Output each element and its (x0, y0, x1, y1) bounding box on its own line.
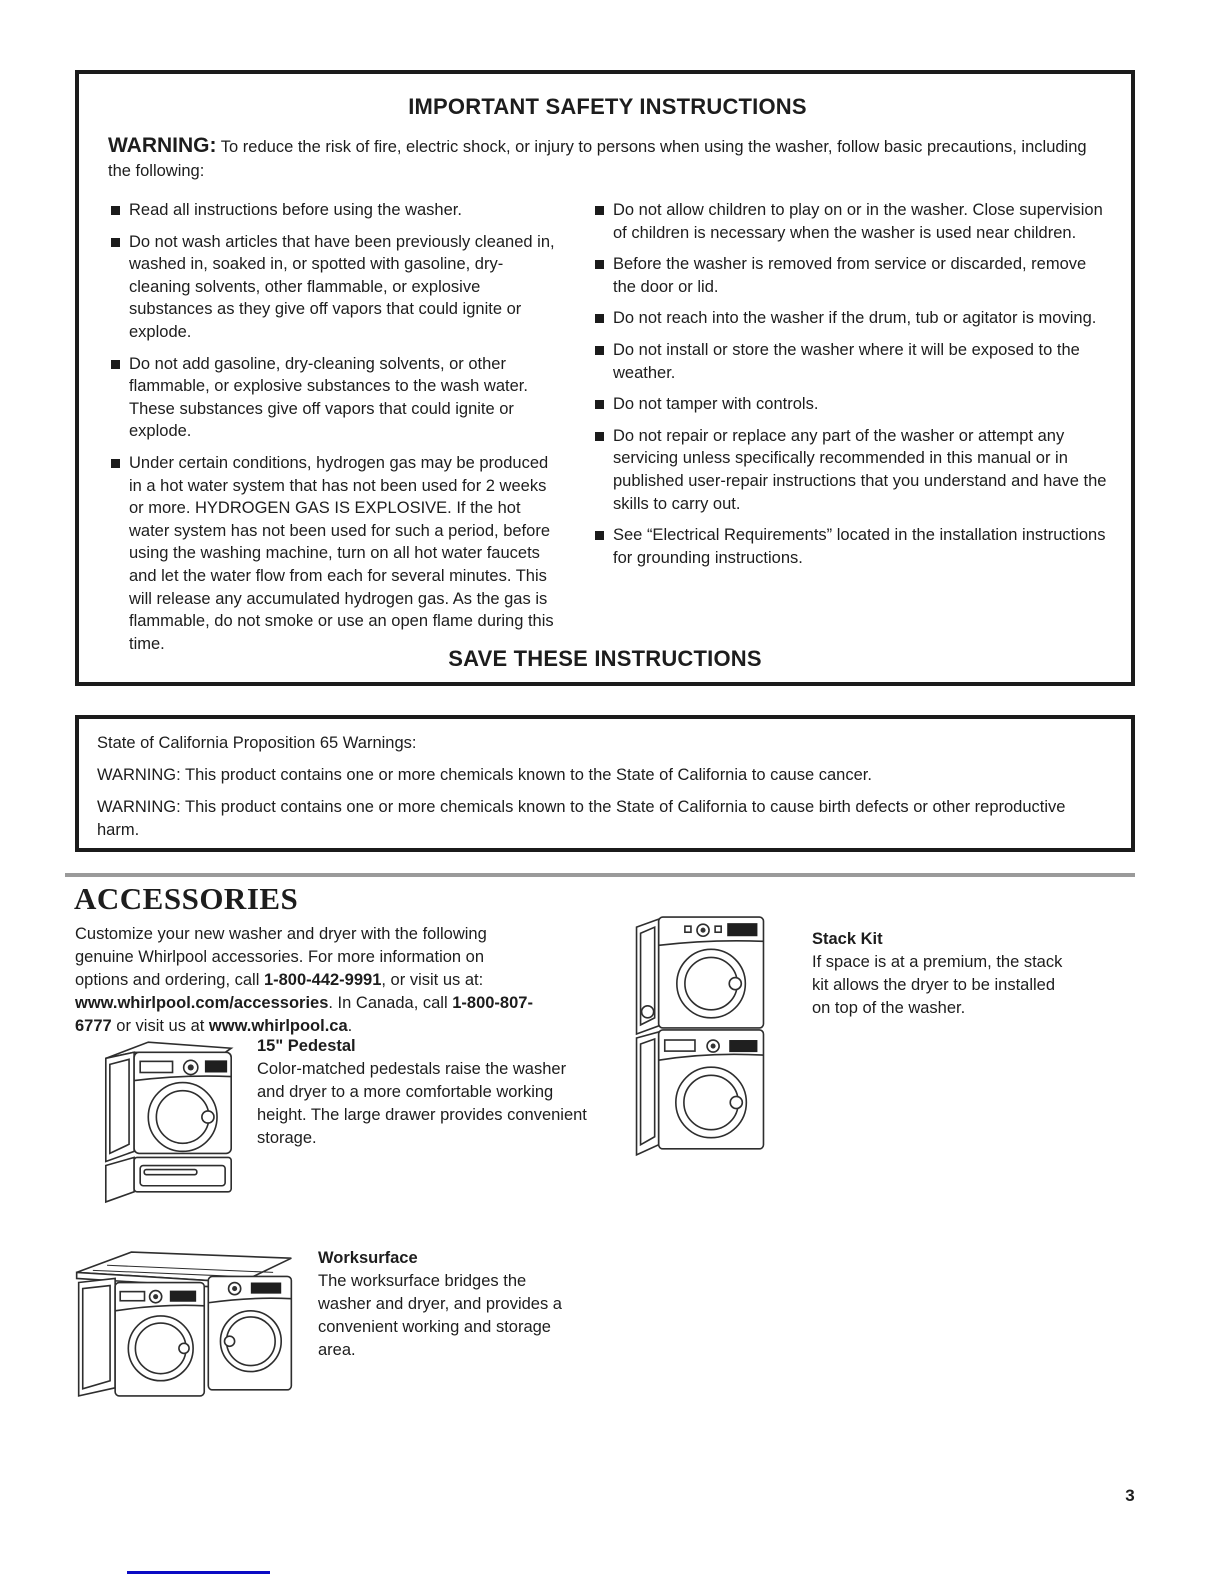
safety-bullet-text: Do not install or store the washer where it will be exposed to the weather. (613, 340, 1080, 382)
bullet-square-icon (595, 206, 604, 215)
bullet-square-icon (111, 238, 120, 247)
worksurface-washer-dryer-illustration (72, 1242, 296, 1402)
safety-bullet-item (592, 393, 1110, 416)
page-number: 3 (1125, 1486, 1135, 1505)
prop65-warning-cancer: WARNING: This product contains one or more chemicals known to the State of California to cause cancer. (97, 766, 872, 784)
prop65-heading: State of California Proposition 65 Warnings: (97, 734, 417, 752)
safety-column-left (108, 199, 560, 664)
accessory-worksurface (318, 1247, 578, 1362)
safety-bullet-text: Before the washer is removed from service or discarded, remove the door or lid. (613, 255, 1087, 296)
safety-bullet-text: See “Electrical Requirements” located in the installation instructions for grounding instructions. (613, 526, 1106, 567)
safety-bullet-item (592, 524, 1110, 569)
accessory-name: Stack Kit (812, 930, 883, 948)
safety-bullet-item (108, 231, 560, 344)
accessory-description: If space is at a premium, the stack kit allows the dryer to be installed on top of the washer. (812, 953, 1063, 1017)
accessories-intro (75, 923, 537, 1038)
bullet-square-icon (595, 346, 604, 355)
bullet-square-icon (595, 531, 604, 540)
safety-bullet-text: Do not tamper with controls. (613, 395, 819, 414)
intro-text: or visit us at (111, 1017, 209, 1035)
safety-bullet-item (592, 425, 1110, 515)
save-these-instructions: SAVE THESE INSTRUCTIONS (448, 646, 762, 671)
bullet-square-icon (111, 206, 120, 215)
phone-number-canada: 1-800-807-6777 (75, 994, 533, 1035)
bullet-square-icon (595, 400, 604, 409)
safety-bullet-text: Do not wash articles that have been previously cleaned in, washed in, soaked in, or spotted with gasoline, dry-cleaning solvents, other flammable, or explosive substances as they give off vapors that could ignite or explode. (129, 232, 555, 341)
phone-number-us: 1-800-442-9991 (263, 971, 382, 989)
accessory-name: Worksurface (318, 1249, 418, 1267)
safety-columns (108, 199, 1107, 664)
safety-bullet-item (592, 307, 1110, 330)
safety-bullet-item (108, 199, 560, 222)
safety-box-title: IMPORTANT SAFETY INSTRUCTIONS (408, 94, 807, 119)
warning-label: WARNING: (108, 134, 217, 157)
safety-bullet-text: Do not repair or replace any part of the washer or attempt any servicing unless specifically recommended in this manual or in published user-repair instructions that you understand and have the skills to carry out. (613, 426, 1107, 513)
prop65-warning-box (75, 715, 1135, 852)
section-divider-rule (65, 873, 1135, 877)
intro-text: . In Canada, call (328, 994, 453, 1012)
bullet-square-icon (595, 432, 604, 441)
bullet-square-icon (111, 459, 120, 468)
website-us: www.whirlpool.com/accessories (75, 994, 329, 1012)
safety-bullet-item (592, 339, 1110, 384)
safety-bullet-text: Under certain conditions, hydrogen gas may be produced in a hot water system that has not been used for 2 weeks or more. HYDROGEN GAS IS EXPLOSIVE. If the hot water system has not been used for such a period, before using the washing machine, turn on all hot water faucets and let the water flow from each for several minutes. This will release any accumulated hydrogen gas. As the gas is flammable, do not smoke or use an open flame during this time. (129, 453, 554, 653)
intro-text: Customize your new washer and dryer with the following genuine Whirlpool accessories. For more information on options and ordering, call (75, 925, 487, 989)
footer-blue-mark (127, 1571, 270, 1574)
bullet-square-icon (111, 360, 120, 369)
accessories-title: ACCESSORIES (74, 881, 299, 916)
bullet-square-icon (595, 260, 604, 269)
safety-instructions-box (75, 70, 1135, 686)
intro-text: , or visit us at: (381, 971, 484, 989)
accessory-description: Color-matched pedestals raise the washer and dryer to a more comfortable working height. The large drawer provides convenient storage. (257, 1060, 587, 1147)
bullet-square-icon (595, 314, 604, 323)
accessory-stack-kit (812, 928, 1074, 1020)
safety-bullet-text: Do not add gasoline, dry-cleaning solvents, or other flammable, or explosive substances to the wash water. These substances give off vapors that could ignite or explode. (129, 354, 528, 441)
pedestal-washer-illustration (95, 1028, 243, 1208)
safety-bullet-item (592, 199, 1110, 244)
prop65-warning-reproductive: WARNING: This product contains one or more chemicals known to the State of California to cause birth defects or other reproductive harm. (97, 798, 1066, 839)
warning-text: To reduce the risk of fire, electric shock, or injury to persons when using the washer, follow basic precautions, including the following: (108, 138, 1087, 180)
stacked-washer-dryer-illustration (628, 903, 770, 1173)
safety-bullet-text: Do not reach into the washer if the drum, tub or agitator is moving. (613, 309, 1097, 328)
safety-warning-paragraph (108, 134, 1107, 183)
accessory-name: 15" Pedestal (257, 1037, 356, 1055)
safety-bullet-item (108, 452, 560, 655)
safety-column-right (592, 199, 1110, 664)
accessory-description: The worksurface bridges the washer and dryer, and provides a convenient working and storage area. (318, 1272, 562, 1359)
safety-bullet-item (108, 353, 560, 443)
accessory-pedestal (257, 1035, 591, 1150)
intro-text: . (347, 1017, 353, 1035)
safety-bullet-text: Do not allow children to play on or in the washer. Close supervision of children is necessary when the washer is used near children. (613, 201, 1103, 242)
safety-bullet-text: Read all instructions before using the washer. (129, 201, 462, 219)
website-canada: www.whirlpool.ca (208, 1017, 348, 1035)
safety-bullet-item (592, 253, 1110, 298)
